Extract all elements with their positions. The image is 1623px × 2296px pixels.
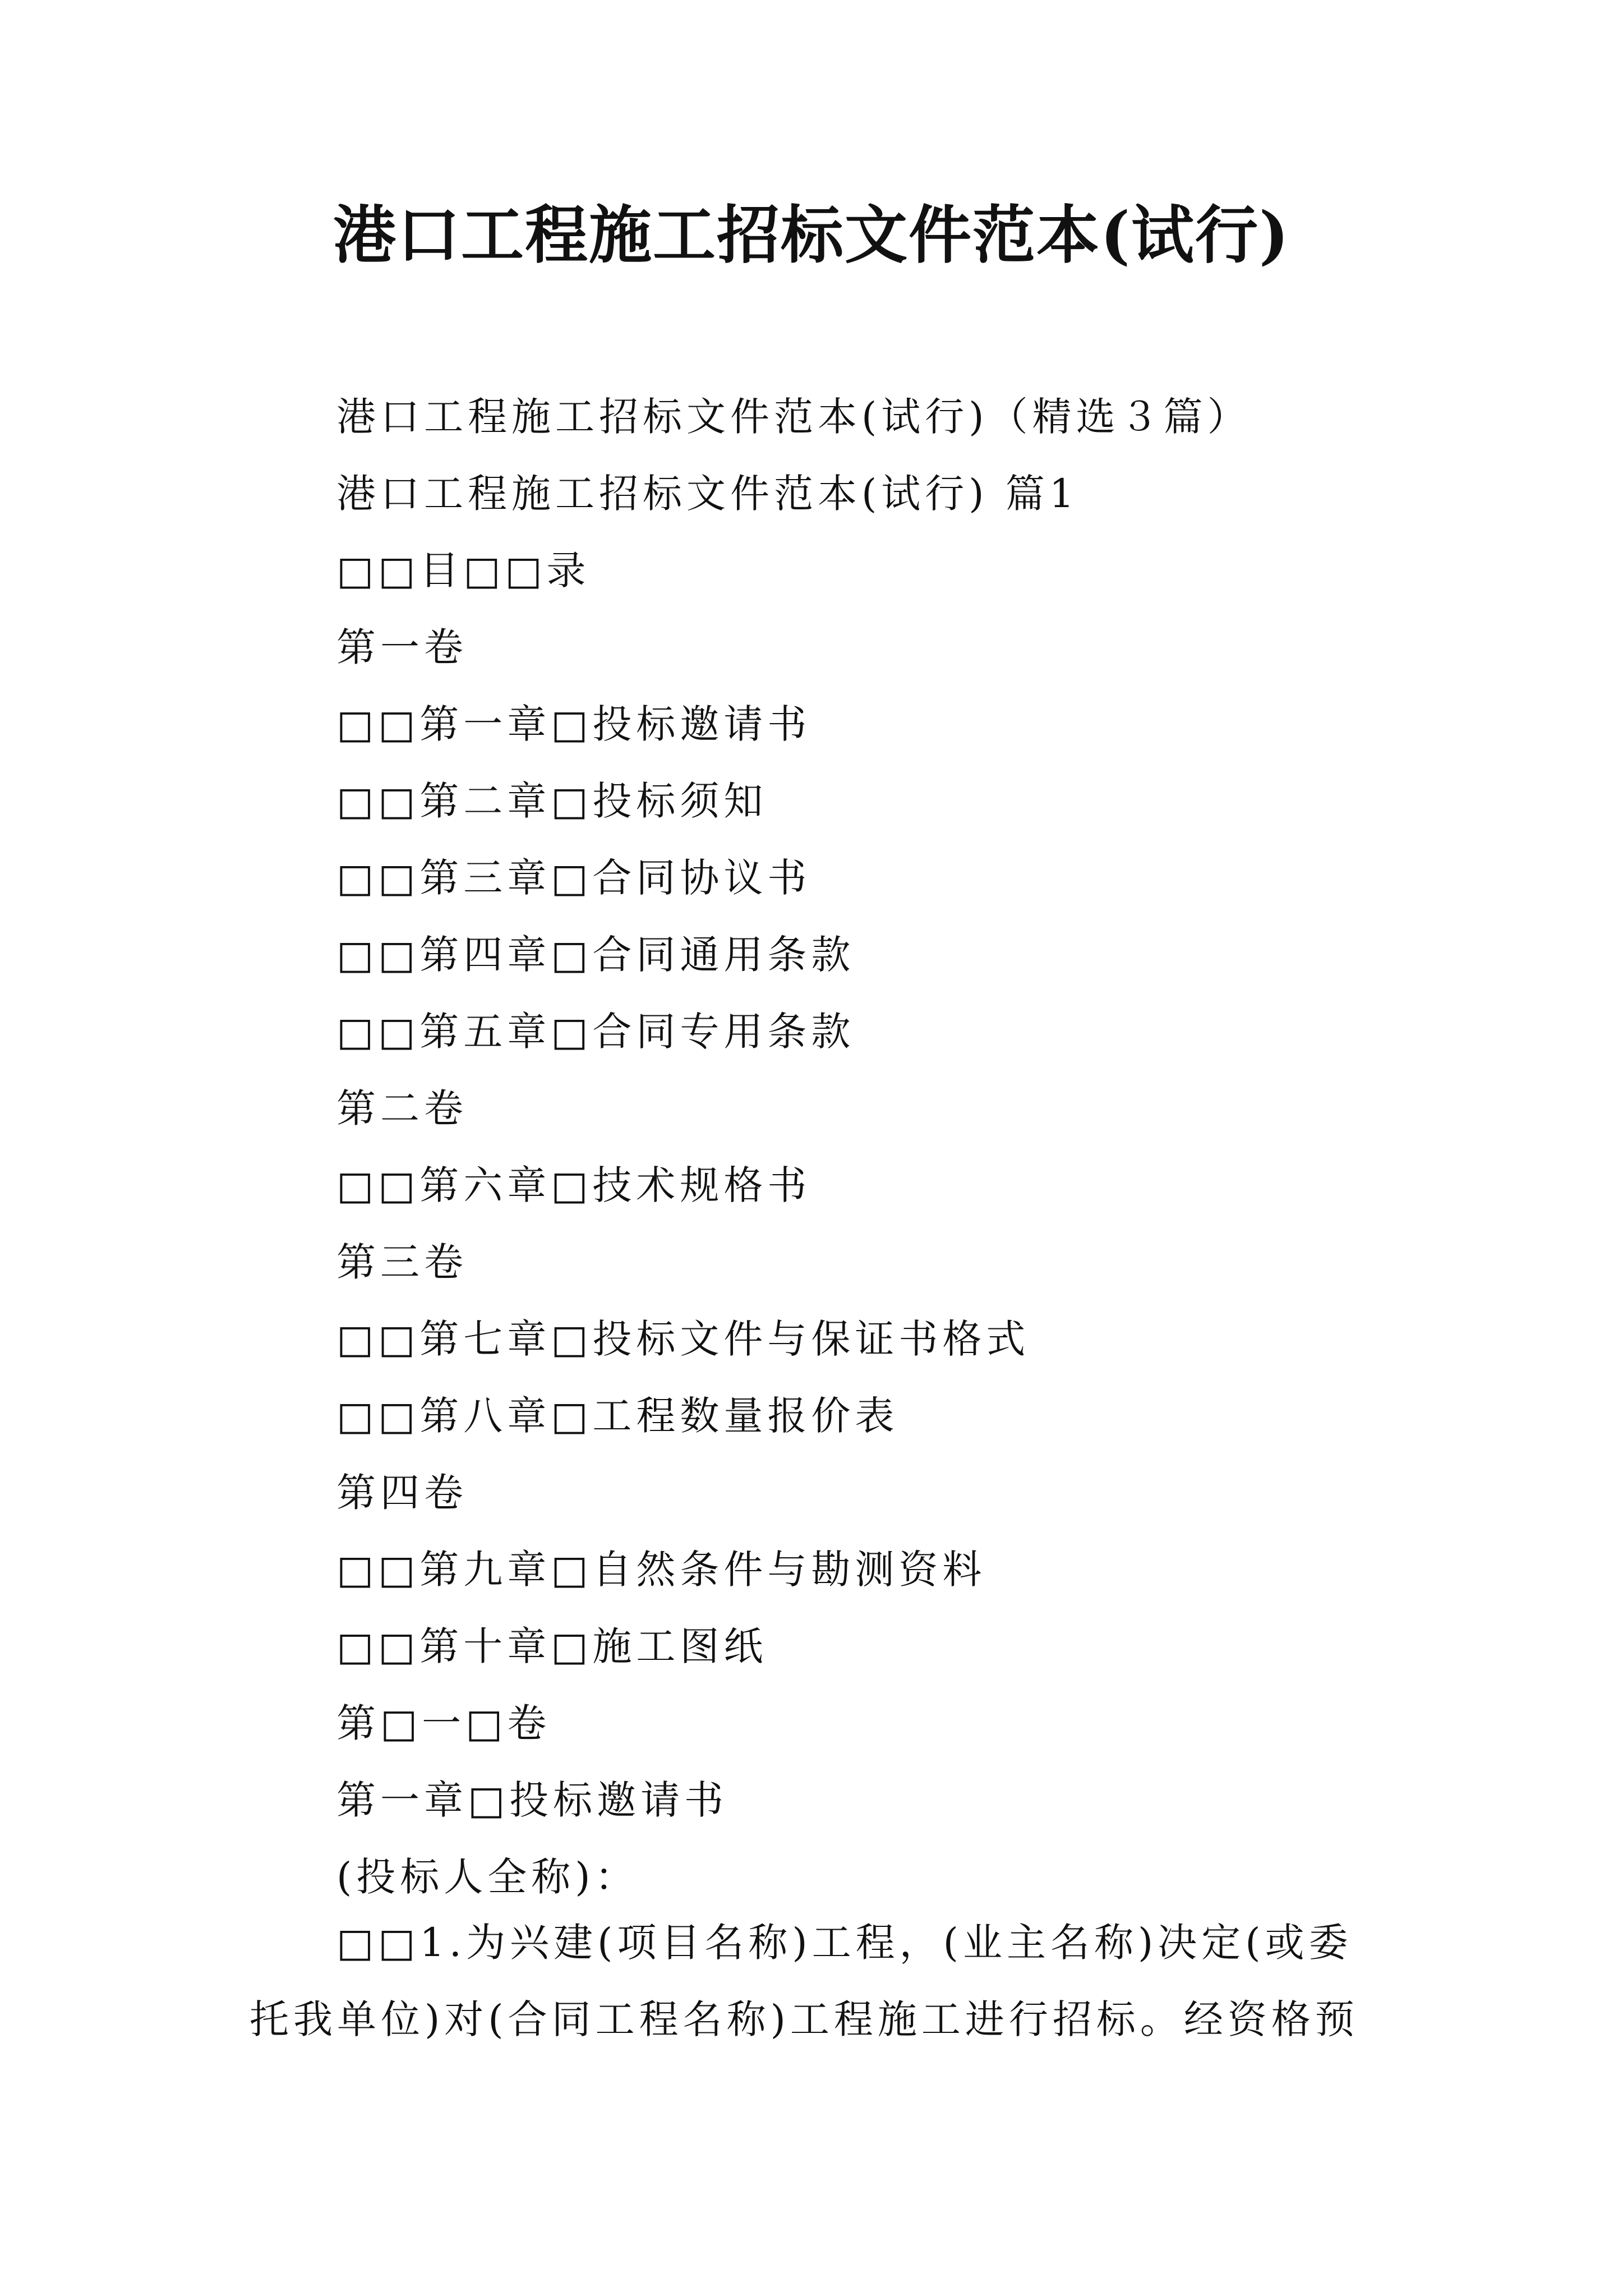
volume-heading: 第二卷 xyxy=(336,1085,468,1131)
volume-heading: 第一卷 xyxy=(336,624,468,670)
toc-heading: □□目□□录 xyxy=(336,547,591,593)
toc-item: □□第五章□合同专用条款 xyxy=(336,1009,855,1055)
salutation-line: (投标人全称)： xyxy=(336,1854,639,1900)
volume-heading: 第三卷 xyxy=(336,1239,468,1285)
toc-item: □□第四章□合同通用条款 xyxy=(336,932,855,978)
volume-heading: 第四卷 xyxy=(336,1470,468,1516)
chapter-heading: 第一章□投标邀请书 xyxy=(336,1777,728,1823)
document-body xyxy=(336,379,1402,1916)
volume-heading: 第□一□卷 xyxy=(336,1700,551,1746)
toc-item: □□第一章□投标邀请书 xyxy=(336,701,811,747)
subtitle-line: 港口工程施工招标文件范本(试行)（精选３篇） xyxy=(336,394,1251,440)
toc-item: □□第三章□合同协议书 xyxy=(336,855,811,901)
document-title: 港口工程施工招标文件范本(试行) xyxy=(333,199,1290,272)
toc-item: □□第七章□投标文件与保证书格式 xyxy=(336,1316,1030,1362)
toc-item: □□第九章□自然条件与勘测资料 xyxy=(336,1547,986,1593)
body-paragraph xyxy=(250,1904,1382,2058)
toc-item: □□第二章□投标须知 xyxy=(336,778,768,824)
paragraph-line: 托我单位)对(合同工程名称)工程施工进行招标。经资格预 xyxy=(250,1996,1359,2042)
toc-item: □□第八章□工程数量报价表 xyxy=(336,1393,899,1439)
toc-item: □□第十章□施工图纸 xyxy=(336,1623,768,1669)
paragraph-line: □□1.为兴建(项目名称)工程，(业主名称)决定(或委 xyxy=(336,1920,1353,1966)
section-heading: 港口工程施工招标文件范本(试行) 篇1 xyxy=(336,471,1079,517)
toc-item: □□第六章□技术规格书 xyxy=(336,1162,811,1208)
